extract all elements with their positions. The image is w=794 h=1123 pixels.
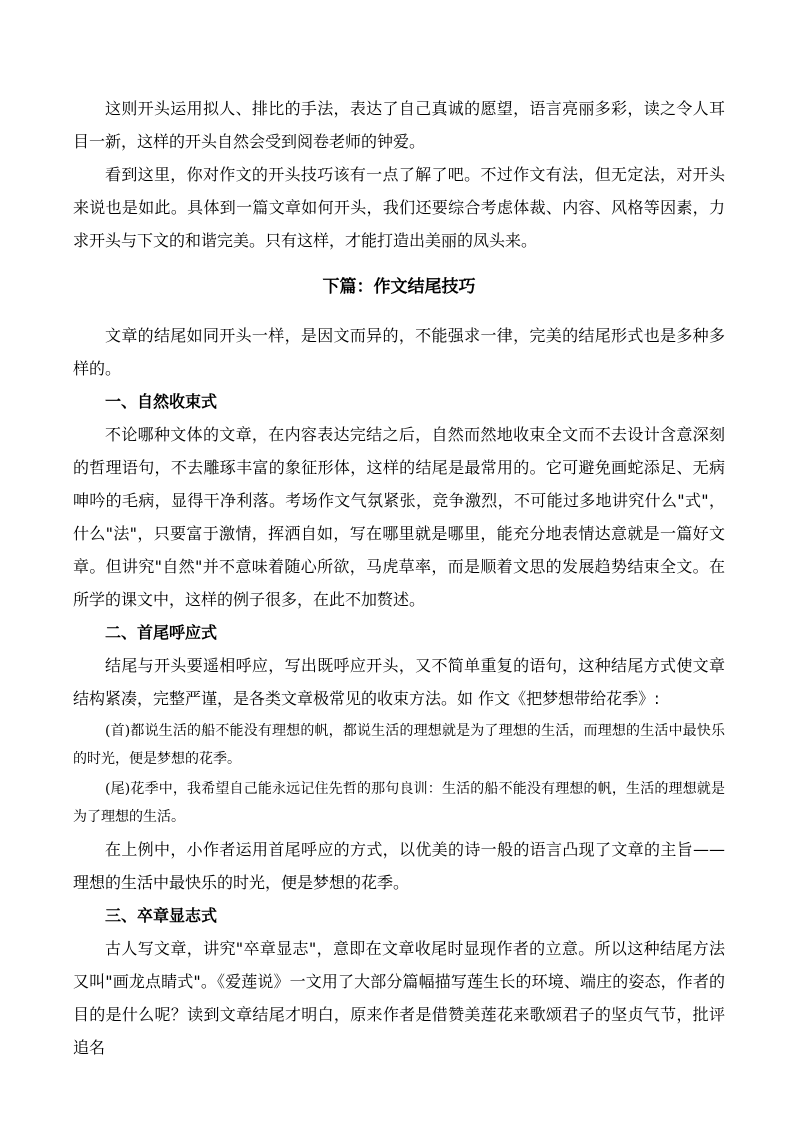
paragraph-echo-analysis: 在上例中，小作者运用首尾呼应的方式，以优美的诗一般的语言凸现了文章的主旨——理想的生活中最快乐的时光，便是梦想的花季。 bbox=[73, 840, 725, 892]
paragraph-natural-ending: 不论哪种文体的文章，在内容表达完结之后，自然而然地收束全文而不去设计含意深刻的哲理语句，不去雕琢丰富的象征形体，这样的结尾是最常用的。它可避免画蛇添足、无病呻吟的毛病，显得干净利落。考场作文气氛紧张，竞争激烈，不可能过多地讲究什么"式"，什么"法"，只要富于激情，挥洒自如，写在哪里就是哪里，能充分地表情达意就是一篇好文章。但讲究"自然"并不意味着随心所欲，马虎草率，而是顺着文思的发展趋势结束全文。在所学的课文中，这样的例子很多，在此不加赘述。 bbox=[73, 425, 725, 609]
quote-ending: (尾)花季中，我希望自己能永远记住先哲的那句良训：生活的船不能没有理想的帆，生活的理想就是为了理想的生活。 bbox=[73, 781, 725, 825]
paragraph-echo-ending: 结尾与开头要遥相呼应，写出既呼应开头，又不简单重复的语句，这种结尾方式使文章结构紧凑，完整严谨，是各类文章极常见的收束方法。如 作文《把梦想带给花季》: bbox=[73, 656, 725, 708]
heading-theme-ending: 三、卒章显志式 bbox=[105, 906, 218, 925]
heading-natural-ending: 一、自然收束式 bbox=[105, 392, 218, 411]
quote-opening: (首)都说生活的船不能没有理想的帆，都说生活的理想就是为了理想的生活，而理想的生活中最快乐的时光，便是梦想的花季。 bbox=[73, 723, 725, 767]
paragraph-intro: 文章的结尾如同开头一样，是因文而异的，不能强求一律，完美的结尾形式也是多种多样的。 bbox=[73, 326, 725, 378]
heading-echo-ending: 二、首尾呼应式 bbox=[105, 623, 218, 642]
document-page bbox=[73, 92, 725, 1064]
paragraph-opening-comment: 这则开头运用拟人、排比的手法，表达了自己真诚的愿望，语言亮丽多彩，读之令人耳目一新，这样的开头自然会受到阅卷老师的钟爱。 bbox=[73, 99, 725, 151]
paragraph-opening-summary: 看到这里，你对作文的开头技巧该有一点了解了吧。不过作文有法，但无定法，对开头来说也是如此。具体到一篇文章如何开头，我们还要综合考虑体裁、内容、风格等因素，力求开头与下文的和谐完美。只有这样，才能打造出美丽的凤头来。 bbox=[73, 165, 725, 250]
paragraph-theme-ending: 古人写文章，讲究"卒章显志"，意即在文章收尾时显现作者的立意。所以这种结尾方法又叫"画龙点睛式"。《爱莲说》一文用了大部分篇幅描写莲生长的环境、端庄的姿态，作者的目的是什么呢？读到文章结尾才明白，原来作者是借赞美莲花来歌颂君子的坚贞气节，批评追名 bbox=[73, 939, 725, 1057]
section-title: 下篇：作文结尾技巧 bbox=[322, 277, 476, 297]
